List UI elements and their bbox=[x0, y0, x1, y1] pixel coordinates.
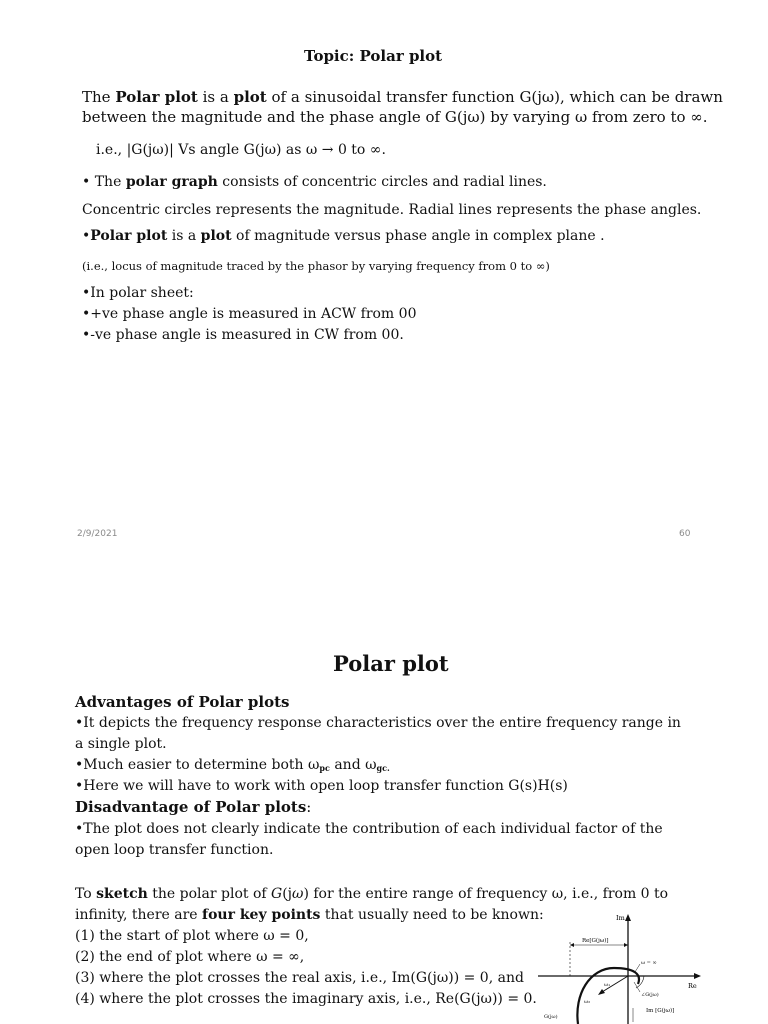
slide2-point-1: (1) the start of plot where ω = 0, bbox=[75, 928, 309, 944]
slide2-adv-2: •Much easier to determine both $\omega_{pc}$ and $\omega_{gc.}$ bbox=[75, 757, 390, 773]
im-g-label: Im [G(jω)] bbox=[646, 1008, 675, 1014]
slide2-adv-heading: Advantages of Polar plots bbox=[75, 693, 290, 711]
slide2-adv-1a: •It depicts the frequency response characteristics over the entire frequency range in bbox=[75, 715, 681, 731]
slide1-sheet-line-3: •-ve phase angle is measured in CW from 00. bbox=[82, 327, 404, 343]
slide1-ie-line: i.e., |G(jω)| Vs angle G(jω) as ω → 0 to ∞. bbox=[96, 142, 386, 158]
re-label: Re bbox=[688, 982, 697, 990]
slide2-dis-heading: Disadvantage of Polar plots: bbox=[75, 798, 312, 816]
polar-plot-diagram bbox=[538, 912, 708, 1024]
slide2-title: Polar plot bbox=[333, 651, 449, 676]
slide2-point-4: (4) where the plot crosses the imaginary axis, i.e., Re(G(jω)) = 0. bbox=[75, 991, 537, 1007]
w-inf-leader bbox=[635, 964, 640, 972]
slide1-sheet-line-2: •+ve phase angle is measured in ACW from 00 bbox=[82, 306, 417, 322]
slide2-sketch-line-1: To sketch the polar plot of G(jω) for the entire range of frequency ω, i.e., from 0 to bbox=[75, 886, 669, 902]
slide2-point-3: (3) where the plot crosses the real axis, i.e., Im(G(jω)) = 0, and bbox=[75, 970, 524, 986]
slide1-para1-line1: The Polar plot is a plot of a sinusoidal transfer function G(jω), which can be drawn bbox=[82, 88, 723, 106]
slide2-dis-1a: •The plot does not clearly indicate the contribution of each individual factor of the bbox=[75, 821, 663, 837]
slide2-adv-1b: a single plot. bbox=[75, 736, 167, 752]
w-inf-label: ω = ∞ bbox=[641, 960, 657, 966]
g-arg-label: ∠G(jω) bbox=[641, 992, 659, 998]
slide2-dis-1b: open loop transfer function. bbox=[75, 842, 274, 858]
w1-label: ω₁ bbox=[604, 982, 611, 988]
slide1-footer-page: 60 bbox=[679, 529, 691, 539]
slide1-locus-line: (i.e., locus of magnitude traced by the phasor by varying frequency from 0 to ∞) bbox=[82, 259, 550, 273]
g-mag-label: G(jω) bbox=[544, 1014, 558, 1020]
slide1-para1-line2: between the magnitude and the phase angle of G(jω) by varying ω from zero to ∞. bbox=[82, 108, 708, 126]
slide1-circles-line: Concentric circles represents the magnitude. Radial lines represents the phase angles. bbox=[82, 202, 702, 218]
re-dim-arrow-left bbox=[570, 943, 574, 947]
slide2-adv-3: •Here we will have to work with open loop transfer function G(s)H(s) bbox=[75, 778, 568, 794]
slide2-point-2: (2) the end of plot where ω = ∞, bbox=[75, 949, 305, 965]
slide1-title: Topic: Polar plot bbox=[304, 47, 443, 65]
slide2-sketch-line-2: infinity, there are four key points that usually need to be known: bbox=[75, 907, 544, 923]
slide1-plot-line: •Polar plot is a plot of magnitude versus phase angle in complex plane . bbox=[82, 228, 605, 244]
re-axis-arrow bbox=[694, 973, 701, 979]
im-label: Im bbox=[616, 914, 625, 922]
im-axis-arrow bbox=[625, 914, 631, 921]
slide1-footer-date: 2/9/2021 bbox=[77, 529, 118, 539]
re-g-label: Re[G(jω)] bbox=[582, 938, 609, 944]
slide1-graph-line: • The polar graph consists of concentric circles and radial lines. bbox=[82, 174, 547, 190]
w2-label: ω₂ bbox=[584, 999, 591, 1005]
phasor-arrow bbox=[598, 989, 605, 995]
slide1-sheet-line-1: •In polar sheet: bbox=[82, 285, 194, 301]
